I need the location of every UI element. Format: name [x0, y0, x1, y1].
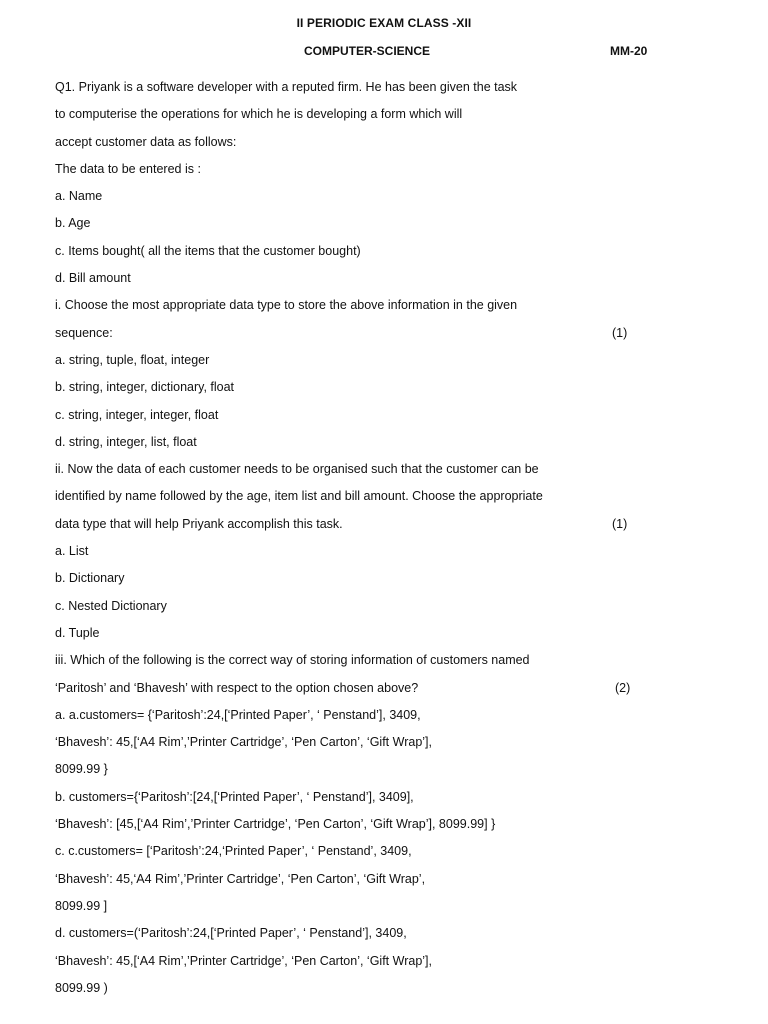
line-text: a. Name: [55, 189, 103, 204]
line-text: ‘Bhavesh’: 45,[‘A4 Rim’,’Printer Cartridge’, ‘Pen Carton’, ‘Gift Wrap’],: [55, 735, 432, 750]
text-line: [55, 897, 715, 924]
text-line: [55, 105, 715, 132]
text-line: [55, 733, 715, 760]
line-text: 8099.99 ): [55, 980, 108, 995]
text-line: [55, 433, 715, 460]
line-text: c. Items bought( all the items that the customer bought): [55, 243, 361, 258]
line-text: Q1. Priyank is a software developer with a reputed firm. He has been given the task: [55, 80, 518, 94]
text-line: [55, 296, 715, 323]
text-line: [55, 597, 715, 624]
marks-label: (1): [612, 516, 628, 531]
line-text: The data to be entered is :: [55, 161, 201, 176]
text-line: [55, 979, 715, 1006]
text-line: [55, 624, 715, 651]
line-text: ii. Now the data of each customer needs to be organised such that the customer can be: [55, 462, 539, 477]
line-text: a. List: [55, 544, 89, 559]
line-text: d. customers=(‘Paritosh’:24,[‘Printed Paper’, ‘ Penstand’], 3409,: [55, 926, 407, 941]
text-line: [55, 78, 715, 105]
text-line: [55, 706, 715, 733]
line-text: sequence:: [55, 325, 113, 340]
line-text: d. Tuple: [55, 625, 100, 640]
line-text: ‘Bhavesh’: 45,[‘A4 Rim’,’Printer Cartridge’, ‘Pen Carton’, ‘Gift Wrap’],: [55, 953, 432, 968]
text-line: [55, 924, 715, 951]
text-line: [55, 842, 715, 869]
line-text: b. customers={‘Paritosh’:[24,[‘Printed Paper’, ‘ Penstand’], 3409],: [55, 789, 414, 804]
line-text: ‘Bhavesh’: 45,‘A4 Rim’,’Printer Cartridge’, ‘Pen Carton’, ‘Gift Wrap’,: [55, 871, 426, 886]
text-line: [55, 406, 715, 433]
line-text: i. Choose the most appropriate data type to store the above information in the given: [55, 298, 518, 313]
text-line: [55, 760, 715, 787]
text-line: [55, 324, 715, 351]
text-line: [55, 378, 715, 405]
line-text: b. Age: [55, 216, 91, 231]
line-text: iii. Which of the following is the correct way of storing information of customers named: [55, 653, 530, 668]
subject-title: COMPUTER-SCIENCE: [303, 44, 430, 58]
text-line: [55, 788, 715, 815]
line-text: c. c.customers= [‘Paritosh’:24,‘Printed Paper’, ‘ Penstand’, 3409,: [55, 844, 412, 859]
line-text: a. string, tuple, float, integer: [55, 352, 210, 367]
text-line: [55, 679, 715, 706]
max-marks: MM-20: [610, 44, 648, 58]
text-line: [55, 515, 715, 542]
line-text: c. Nested Dictionary: [55, 598, 167, 613]
text-line: [55, 160, 715, 187]
line-text: c. string, integer, integer, float: [55, 407, 219, 422]
text-line: [55, 214, 715, 241]
line-text: ‘Paritosh’ and ‘Bhavesh’ with respect to the option chosen above?: [55, 680, 419, 695]
line-text: a. a.customers= {‘Paritosh’:24,[‘Printed Paper’, ‘ Penstand’], 3409,: [55, 707, 421, 722]
question-body: [55, 78, 715, 1006]
exam-title: II PERIODIC EXAM CLASS -XII: [296, 16, 472, 30]
line-text: b. Dictionary: [55, 571, 125, 586]
text-line: [55, 651, 715, 678]
text-line: [55, 870, 715, 897]
marks-label: (2): [615, 680, 631, 695]
text-line: [55, 487, 715, 514]
line-text: data type that will help Priyank accomplish this task.: [55, 516, 343, 531]
text-line: [55, 952, 715, 979]
line-text: identified by name followed by the age, item list and bill amount. Choose the appropriate: [55, 489, 543, 504]
marks-label: (1): [612, 325, 628, 340]
text-line: [55, 351, 715, 378]
line-text: d. Bill amount: [55, 271, 131, 286]
text-line: [55, 460, 715, 487]
line-text: d. string, integer, list, float: [55, 434, 197, 449]
text-line: [55, 815, 715, 842]
line-text: 8099.99 ]: [55, 898, 108, 913]
text-line: [55, 569, 715, 596]
line-text: 8099.99 }: [55, 762, 108, 777]
line-text: accept customer data as follows:: [55, 134, 237, 149]
line-text: to computerise the operations for which he is developing a form which will: [55, 107, 463, 122]
line-text: b. string, integer, dictionary, float: [55, 380, 235, 395]
line-text: ‘Bhavesh’: [45,[‘A4 Rim’,’Printer Cartridge’, ‘Pen Carton’, ‘Gift Wrap’], 8099.99] }: [55, 817, 496, 832]
text-line: [55, 269, 715, 296]
text-line: [55, 187, 715, 214]
text-line: [55, 242, 715, 269]
text-line: [55, 542, 715, 569]
text-line: [55, 133, 715, 160]
